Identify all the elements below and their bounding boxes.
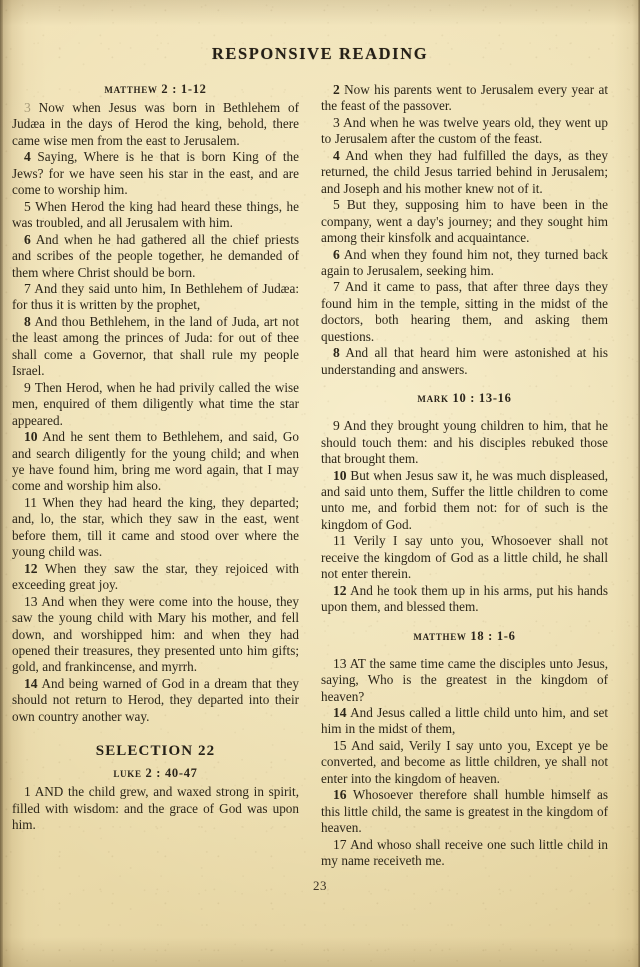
- verse-number: 2: [333, 82, 340, 97]
- verse-number: 7: [333, 279, 340, 295]
- verse-paragraph: [321, 705, 608, 738]
- verse-paragraph: [321, 247, 608, 280]
- verse-number: 13: [24, 593, 38, 609]
- verse-paragraph: [12, 429, 299, 495]
- verse-paragraph: [12, 100, 299, 149]
- verse-text: When they saw the star, they rejoiced with exceeding great joy.: [12, 560, 299, 593]
- verse-text: And when he had gathered all the chief priests and scribes of the people together, he demanded of them where Christ should be born.: [12, 231, 299, 280]
- verse-text: Whosoever therefore shall humble himself as this little child, the same is greatest in the kingdom of heaven.: [321, 787, 608, 836]
- mark-scripture-heading: mark 10 : 13-16: [417, 391, 512, 406]
- verse-paragraph: [12, 495, 299, 561]
- verse-number: 3: [24, 100, 31, 115]
- verse-number: 5: [24, 198, 31, 214]
- two-column-layout: [0, 82, 640, 869]
- verse-text: And it came to pass, that after three days they found him in the temple, sitting in the midst of the doctors, both hearing them, and asking them questions.: [321, 279, 608, 344]
- verse-number: 7: [24, 280, 31, 296]
- verse-text: And when he was twelve years old, they went up to Jerusalem after the custom of the feast.: [321, 114, 608, 147]
- page-number: 23: [313, 878, 327, 893]
- verse-text: And when they were come into the house, they saw the young child with Mary his mother, and fell down, and worshipped him: and when they had opened their treasures, they presented unto him gifts; gold, and frankincense, and myrrh.: [12, 593, 299, 675]
- verse-paragraph: [321, 345, 608, 378]
- verse-number: 9: [333, 418, 340, 434]
- matthew18-scripture-heading: matthew 18 : 1-6: [413, 628, 516, 643]
- selection-verse-list: [12, 784, 299, 833]
- verse-number: 5: [333, 197, 340, 213]
- spacer: [321, 409, 608, 418]
- right-verse-list-mark: [321, 418, 608, 615]
- selection-scripture-heading: luke 2 : 40-47: [113, 766, 198, 781]
- verse-text: When Herod the king had heard these things, he was troubled, and all Jerusalem with him.: [12, 198, 299, 231]
- verse-text: But they, supposing him to have been in the company, went a day's journey; and they sought him among their kinsfolk and acquaintance.: [321, 197, 608, 246]
- verse-paragraph: [12, 314, 299, 380]
- verse-number: 12: [333, 582, 347, 598]
- left-verse-list: [12, 100, 299, 725]
- verse-number: 14: [333, 704, 347, 720]
- verse-text: And thou Bethlehem, in the land of Juda, art not the least among the princes of Juda: for out of thee shall come a Governor, that shall rule my people Israel.: [12, 313, 299, 379]
- verse-number: 12: [24, 560, 38, 576]
- left-scripture-heading: matthew 2 : 1-12: [104, 82, 207, 96]
- verse-text: And all that heard him were astonished at his understanding and answers.: [321, 345, 608, 377]
- verse-paragraph: [321, 837, 608, 870]
- right-column: [321, 82, 608, 869]
- right-verse-list-matthew18: [321, 656, 608, 870]
- verse-paragraph: [321, 82, 608, 115]
- verse-text: Saying, Where is he that is born King of the Jews? for we have seen his star in the east, and are come to worship him.: [12, 149, 299, 198]
- verse-paragraph: [321, 468, 608, 534]
- verse-number: 8: [24, 313, 31, 329]
- verse-text: AND the child grew, and waxed strong in spirit, filled with wisdom: and the grace of God was upon him.: [12, 784, 299, 833]
- verse-paragraph: [321, 656, 608, 705]
- verse-text: And said, Verily I say unto you, Except ye be converted, and become as little children, ye shall not enter into the kingdom of heaven.: [321, 737, 608, 786]
- verse-paragraph: [12, 380, 299, 429]
- verse-text: And when they found him not, they turned back again to Jerusalem, seeking him.: [321, 246, 608, 278]
- page-title: RESPONSIVE READING: [211, 44, 429, 63]
- verse-paragraph: [12, 199, 299, 232]
- verse-paragraph: [321, 148, 608, 197]
- right-verse-list-top: [321, 82, 608, 378]
- verse-paragraph: [12, 232, 299, 281]
- verse-number: 1: [24, 784, 31, 800]
- left-column: [12, 82, 299, 834]
- verse-text: And when they had fulfilled the days, as they returned, the child Jesus tarried behind in Jerusalem; and Joseph and his mother knew not of it.: [321, 147, 608, 196]
- verse-number: 4: [24, 149, 31, 165]
- verse-paragraph: [321, 738, 608, 787]
- verse-text: Then Herod, when he had privily called the wise men, enquired of them diligently what time the star appeared.: [12, 379, 299, 428]
- verse-number: 4: [333, 147, 340, 163]
- verse-text: Verily I say unto you, Whosoever shall not receive the kingdom of God as a little child, he shall not enter therein.: [321, 533, 608, 582]
- verse-paragraph: [321, 583, 608, 616]
- verse-number: 13: [333, 655, 347, 671]
- verse-number: 6: [333, 246, 340, 262]
- verse-number: 10: [333, 467, 347, 483]
- spacer: [321, 378, 608, 391]
- verse-text: And they said unto him, In Bethlehem of Judæa: for thus it is written by the prophet,: [12, 280, 299, 313]
- verse-number: 6: [24, 231, 31, 247]
- verse-number: 11: [333, 533, 347, 549]
- verse-number: 8: [333, 345, 340, 361]
- verse-text: Now when Jesus was born in Bethlehem of Judæa in the days of Herod the king, behold, there came wise men from the east to Jerusalem.: [12, 100, 299, 148]
- selection-title: SELECTION 22: [95, 743, 216, 760]
- verse-text: When they had heard the king, they departed; and, lo, the star, which they saw in the east, went before them, till it came and stood over where the young child was.: [12, 494, 299, 560]
- spacer: [321, 647, 608, 656]
- verse-text: And he took them up in his arms, put his hands upon them, and blessed them.: [321, 582, 608, 615]
- verse-text: And whoso shall receive one such little child in my name receiveth me.: [321, 836, 608, 869]
- verse-text: And being warned of God in a dream that they should not return to Herod, they departed into their own country another way.: [12, 675, 299, 724]
- verse-number: 15: [333, 737, 347, 753]
- verse-paragraph: [321, 787, 608, 836]
- verse-text: And Jesus called a little child unto him, and set him in the midst of them,: [321, 704, 608, 737]
- verse-paragraph: [321, 115, 608, 148]
- verse-number: 17: [333, 836, 347, 852]
- verse-number: 14: [24, 675, 38, 691]
- spacer: [321, 616, 608, 629]
- verse-text: Now his parents went to Jerusalem every year at the feast of the passover.: [321, 82, 608, 114]
- verse-paragraph: [12, 149, 299, 198]
- verse-number: 3: [333, 114, 340, 130]
- verse-paragraph: [12, 676, 299, 725]
- verse-number: 10: [24, 429, 38, 445]
- verse-paragraph: [12, 594, 299, 676]
- verse-text: But when Jesus saw it, he was much displeased, and said unto them, Suffer the little children to come unto me, and forbid them not: for of such is the kingdom of God.: [321, 467, 608, 532]
- verse-paragraph: [12, 281, 299, 314]
- verse-paragraph: [321, 197, 608, 246]
- verse-number: 16: [333, 787, 347, 803]
- verse-paragraph: [12, 784, 299, 833]
- verse-paragraph: [321, 279, 608, 345]
- verse-text: And they brought young children to him, that he should touch them: and his disciples rebuked those that brought them.: [321, 418, 608, 467]
- verse-text: AT the same time came the disciples unto Jesus, saying, Who is the greatest in the kingdom of heaven?: [321, 655, 608, 704]
- verse-paragraph: [12, 561, 299, 594]
- verse-text: And he sent them to Bethlehem, and said, Go and search diligently for the young child; and when ye have found him, bring me word again, that I may come and worship him also.: [12, 429, 299, 494]
- verse-number: 9: [24, 379, 31, 395]
- verse-paragraph: [321, 533, 608, 582]
- verse-paragraph: [321, 418, 608, 467]
- verse-number: 11: [24, 494, 38, 510]
